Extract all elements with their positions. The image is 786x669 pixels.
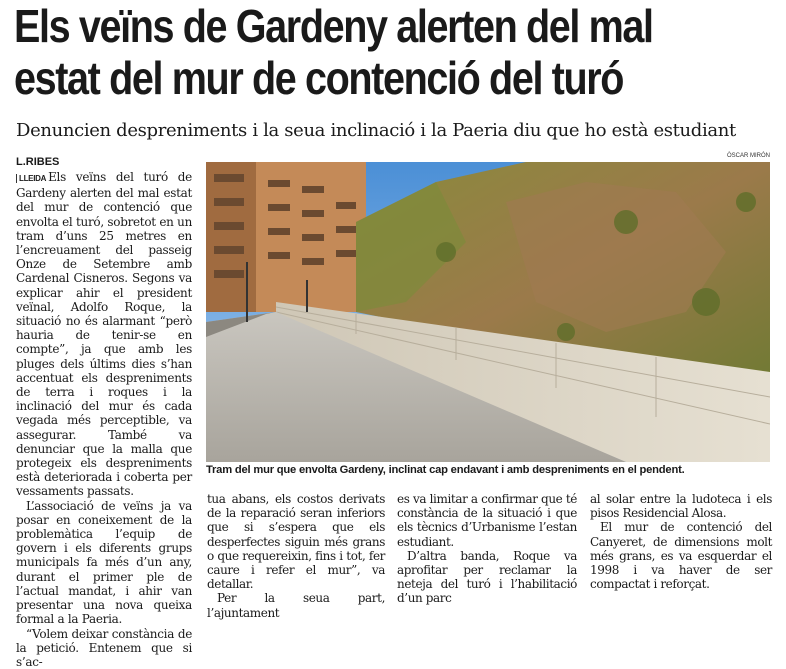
article-paragraph: Per la seua part, l’ajuntament bbox=[207, 591, 385, 619]
article-paragraph: D’altra banda, Roque va aprofitar per reclamar la neteja del turó i l’habilitació d’un parc bbox=[397, 549, 577, 606]
headline-line-2: estat del mur de contenció del turó bbox=[14, 52, 668, 104]
headline bbox=[14, 0, 668, 104]
byline: L.RIBES bbox=[16, 156, 59, 168]
article-paragraph: L’associació de veïns ja va posar en coneixement de la problemàtica l’equip de govern i els diferents grups municipals fa més d’un any, durant el primer ple de l’actual mandat, i ahir van presentar una nova queixa formal a la Paeria. bbox=[16, 499, 192, 627]
article-paragraph: El mur de contenció del Canyeret, de dimensions molt més grans, es va esquerdar el 1998 i va haver de ser compactat i reforçat. bbox=[590, 520, 772, 591]
photo-figure bbox=[206, 162, 770, 462]
paragraph-text: Els veïns del turó de Gardeny alerten del mal estat del mur de contenció que envolta el turó, sobretot en un tram d’uns 25 metres en l’encreuament del passeig Onze de Setembre amb Cardenal Cisneros. Segons va explicar ahir el president veïnal, Adolfo Roque, la situació no és alarmant “però hauria de tenir-se en compte”, ja que amb les pluges dels últims dies s’han accentuat els despreniments de terra i roques i la inclinació del mur és cada vegada més perceptible, va assegurar. També va denunciar que la malla que protegeix els despreniments està deteriorada i coberta per vessaments passats. bbox=[16, 170, 192, 498]
article-column-1 bbox=[16, 170, 192, 669]
article-paragraph: al solar entre la ludoteca i els pisos Residencial Alosa. bbox=[590, 492, 772, 520]
location-tag: LLEIDA bbox=[16, 174, 46, 183]
article-paragraph: tua abans, els costos derivats de la reparació seran inferiors que si s’espera que els desperfectes siguin més grans o que requereixin, fins i tot, fer caure i refer el mur”, va detallar. bbox=[207, 492, 385, 591]
article-column-2 bbox=[207, 492, 385, 620]
article-paragraph bbox=[16, 170, 192, 499]
article-column-3 bbox=[397, 492, 577, 606]
photo-credit: ÒSCAR MIRÓN bbox=[727, 153, 770, 159]
subheadline: Denuncien despreniments i la seua inclinació i la Paeria diu que ho està estudiant bbox=[16, 119, 786, 143]
headline-line-1: Els veïns de Gardeny alerten del mal bbox=[14, 0, 668, 52]
wall-photo bbox=[206, 162, 770, 462]
article-paragraph: “Volem deixar constància de la petició. Entenem que si s’ac- bbox=[16, 627, 192, 669]
article-paragraph: es va limitar a confirmar que té constància de la situació i que els tècnics d’Urbanisme l’estan estudiant. bbox=[397, 492, 577, 549]
photo-caption: Tram del mur que envolta Gardeny, inclinat cap endavant i amb despreniments en el pendent. bbox=[206, 463, 776, 477]
article-column-4 bbox=[590, 492, 772, 591]
